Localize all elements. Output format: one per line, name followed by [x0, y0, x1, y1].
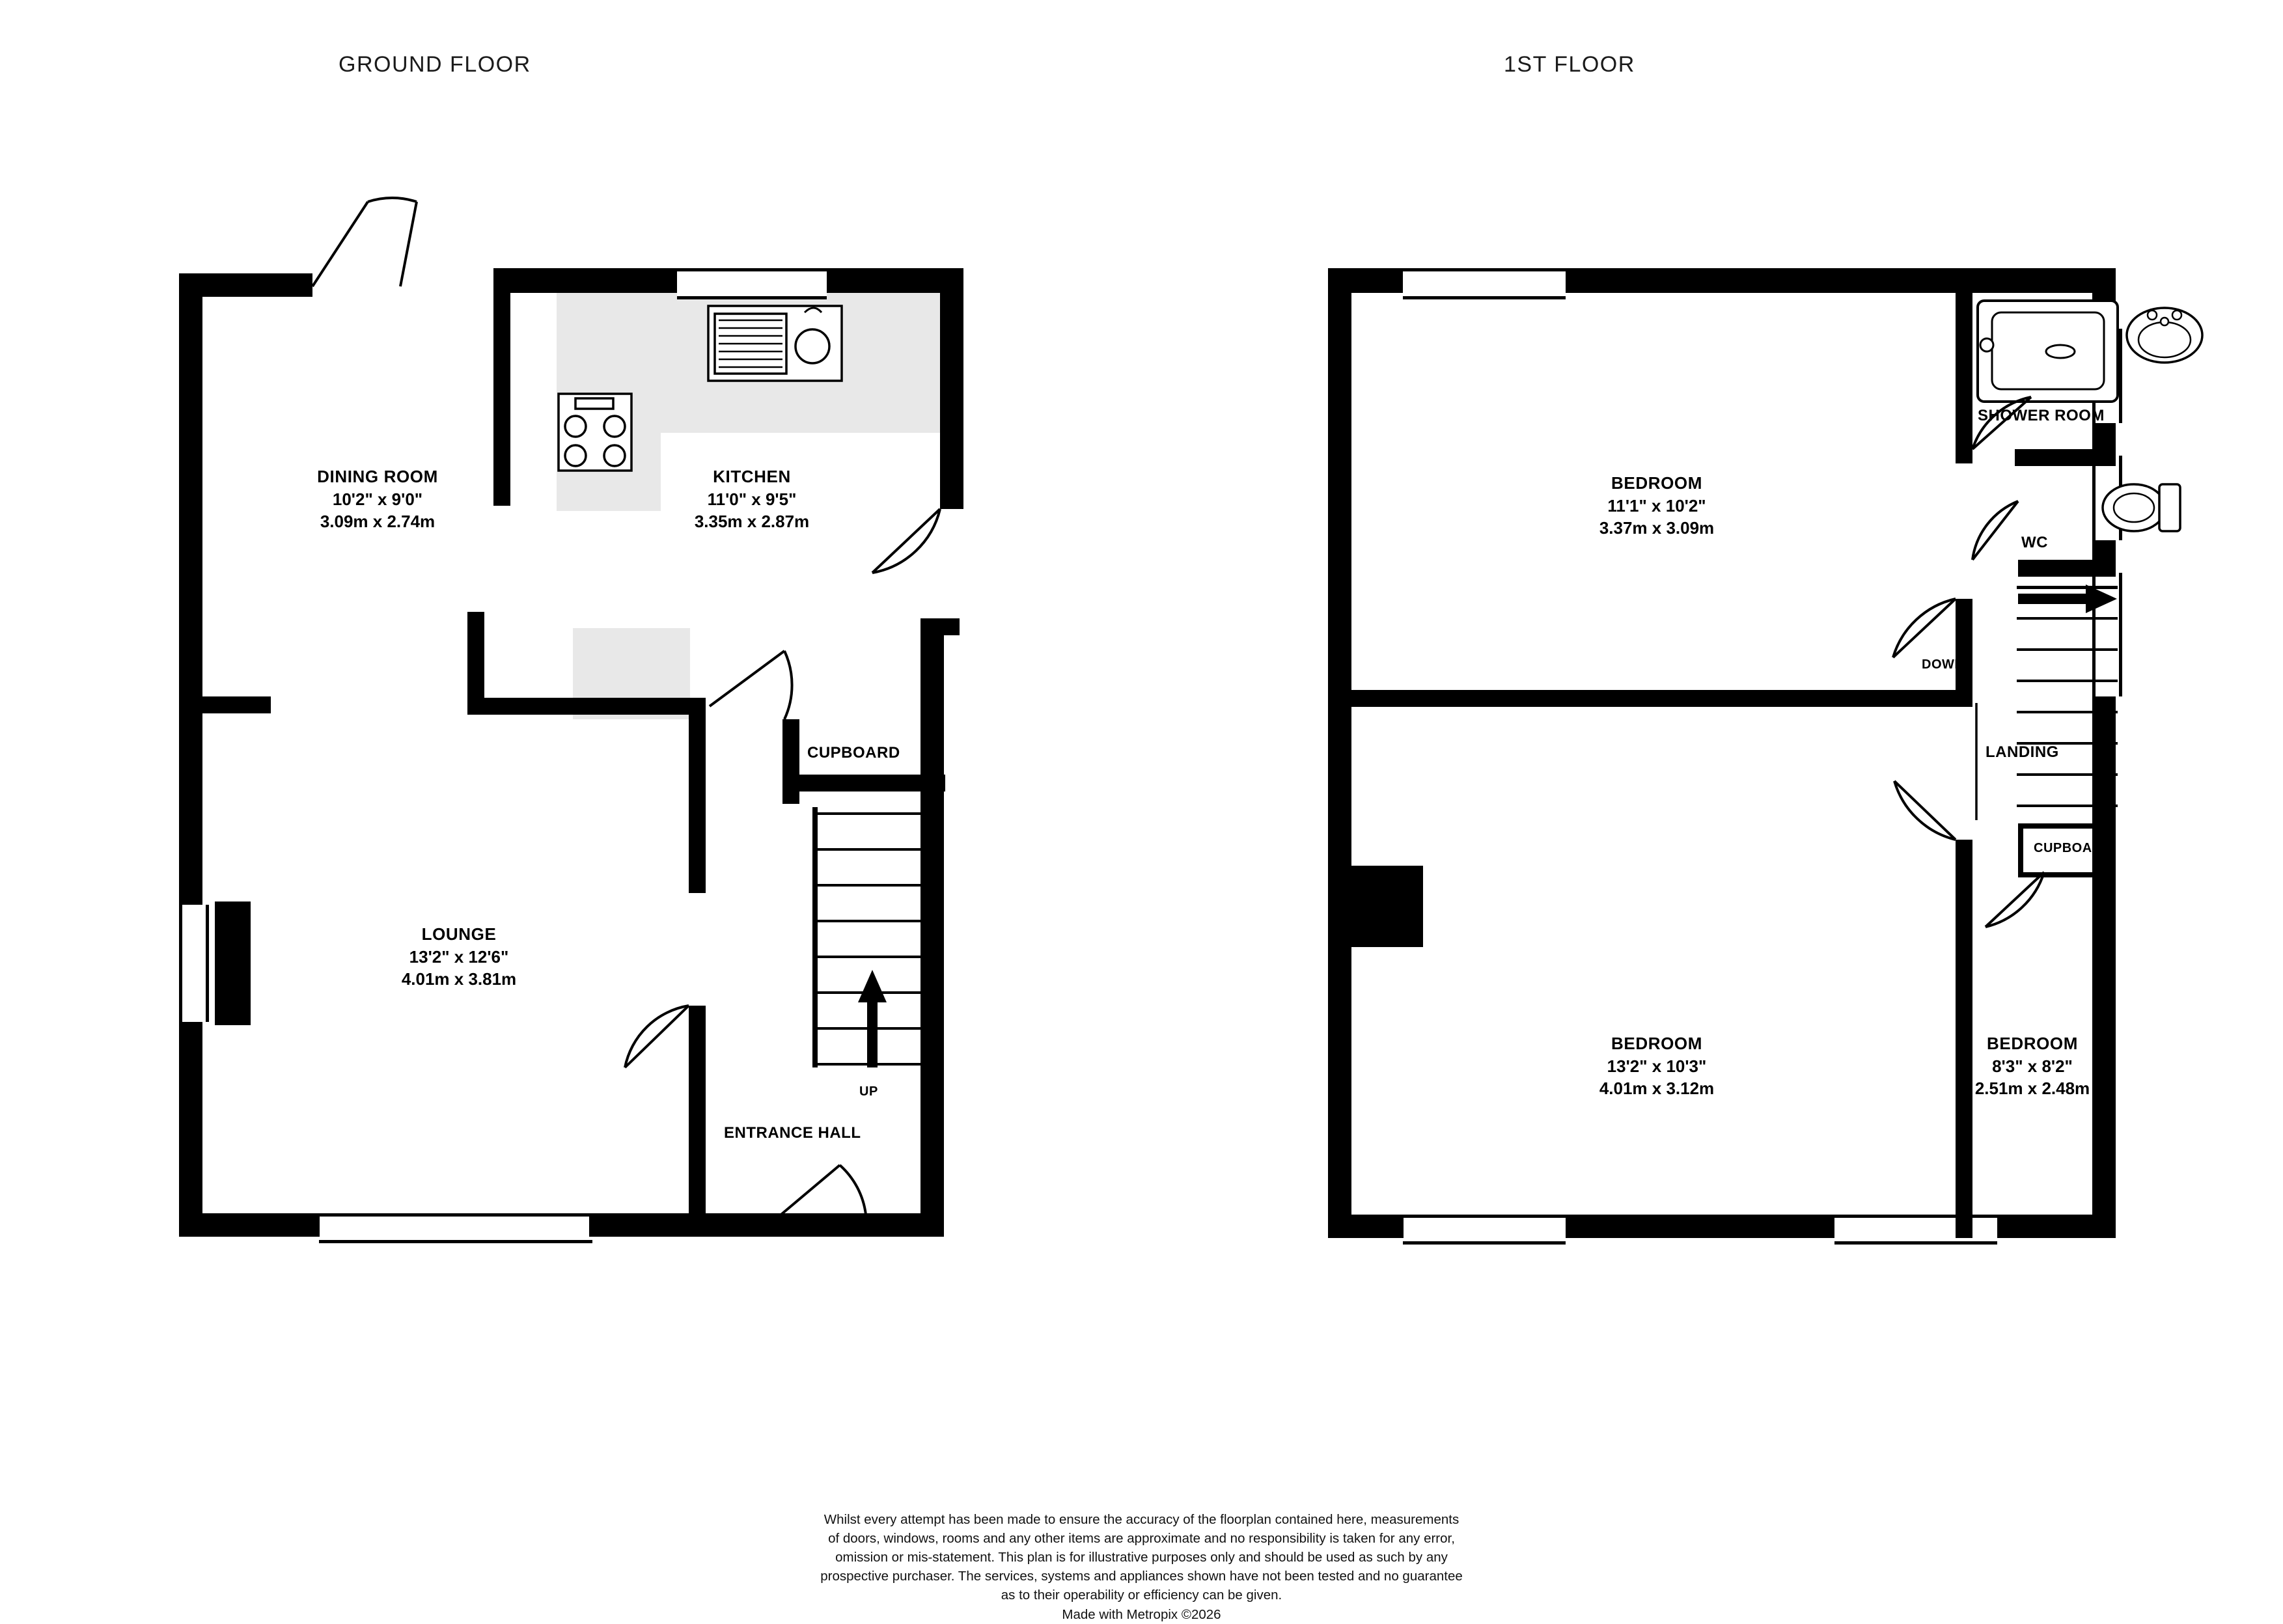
ground-floor-title: GROUND FLOOR: [339, 52, 531, 77]
exterior-wall-left: [179, 273, 202, 1237]
room-label-bedroom-3: BEDROOM 8'3" x 8'2" 2.51m x 2.48m: [1974, 1034, 2090, 1099]
internal-wall-cupboard-left: [2018, 823, 2023, 877]
window-lounge-bottom: [319, 1213, 592, 1243]
stair-step: [2017, 805, 2118, 807]
room-label-bedroom-2: BEDROOM 13'2" x 10'3" 4.01m x 3.12m: [1599, 1034, 1715, 1099]
stair-up-arrow: [858, 970, 887, 1067]
wall-pier-left: [202, 696, 271, 713]
exterior-wall-top-left: [179, 273, 312, 297]
window-bedroom2-bottom: [1403, 1215, 1566, 1245]
stair-step: [812, 956, 943, 958]
wall-pier-bottom-left: [202, 1213, 320, 1237]
stair-step: [2017, 773, 2118, 776]
room-label-cupboard: CUPBOARD: [2034, 841, 2112, 855]
stair-step: [812, 884, 943, 887]
internal-wall-cupboard-bottom: [782, 775, 945, 791]
internal-wall-kitchen-bottom: [920, 618, 960, 635]
room-label-wc: WC: [2021, 534, 2048, 551]
internal-wall-lounge-top: [467, 698, 705, 715]
stair-down-label: DOWN: [1922, 657, 1965, 672]
window-wc-right: [2092, 456, 2122, 540]
first-floor-plan: [1107, 0, 2278, 1302]
wall-pier-bottom-left: [1351, 1215, 1404, 1238]
disclaimer-line-3: omission or mis-statement. This plan is for illustrative purposes only and should be used as such by any: [835, 1550, 1448, 1565]
stair-step: [2017, 680, 2118, 682]
basin-icon: [2127, 308, 2202, 363]
chimney-breast-left: [1351, 866, 1423, 947]
room-label-lounge: LOUNGE 13'2" x 12'6" 4.01m x 3.81m: [401, 924, 517, 989]
window-lounge-left: [179, 905, 209, 1022]
internal-wall-bedroom1-right: [1956, 268, 1972, 463]
stair-step: [2017, 617, 2118, 620]
disclaimer-line-5: as to their operability or efficiency can be given.: [1001, 1588, 1282, 1603]
internal-wall-cupboard-top: [2018, 823, 2116, 829]
stair-step: [812, 991, 943, 994]
stair-step: [812, 1027, 943, 1030]
disclaimer-line-1: Whilst every attempt has been made to ensure the accuracy of the floorplan contained here, measurements: [823, 1512, 1460, 1527]
exterior-wall-right-lower: [920, 618, 944, 1237]
exterior-wall-right-upper: [940, 268, 963, 509]
internal-wall-shower-bottom: [2015, 449, 2116, 466]
internal-wall-hall-lower: [689, 1006, 706, 1227]
room-label-dining-room: DINING ROOM 10'2" x 9'0" 3.09m x 2.74m: [317, 467, 438, 532]
wall-pier-bottom-right: [775, 1213, 827, 1237]
internal-wall-bedroom1-right-lower: [1956, 599, 1972, 703]
window-bedroom3-bottom: [1834, 1215, 1997, 1245]
internal-wall-bedroom23-divider: [1956, 840, 1972, 1238]
disclaimer-line-2: of doors, windows, rooms and any other items are approximate and no responsibility is taken for any error,: [828, 1531, 1455, 1547]
stair-step: [812, 812, 943, 815]
window-bedroom1-top: [1403, 268, 1566, 299]
stair-step: [812, 848, 943, 851]
room-label-landing: LANDING: [1986, 743, 2059, 761]
stair-up-label: UP: [859, 1084, 878, 1099]
room-label-entrance-hall: ENTRANCE HALL: [724, 1124, 861, 1142]
first-floor-title: 1ST FLOOR: [1504, 52, 1635, 77]
window-kitchen-top: [677, 268, 827, 299]
wall-pier-bottom-mid: [589, 1213, 671, 1237]
ground-floor-plan: [0, 0, 1107, 1302]
exterior-wall-left: [1328, 268, 1351, 1238]
room-label-kitchen: KITCHEN 11'0" x 9'5" 3.35m x 2.87m: [694, 467, 810, 532]
internal-wall-bedroom1-bottom: [1351, 690, 1972, 707]
internal-wall-hall-left: [689, 698, 706, 893]
room-label-bedroom-1: BEDROOM 11'1" x 10'2" 3.37m x 3.09m: [1599, 473, 1715, 538]
room-label-shower-room: SHOWER ROOM: [1978, 407, 2105, 424]
internal-wall-wc-bottom: [2018, 560, 2116, 577]
disclaimer-text: [0, 1510, 2283, 1624]
metropix-credit: Made with Metropix ©2026: [1062, 1606, 1221, 1622]
kitchen-worktop-fill-2: [557, 277, 661, 511]
stair-step: [812, 920, 943, 922]
stair-step: [2017, 648, 2118, 651]
stair-step: [812, 1063, 943, 1066]
stair-outline-top: [2017, 586, 2118, 589]
chimney-breast-left: [215, 901, 251, 1025]
room-label-cupboard: CUPBOARD: [807, 744, 900, 762]
stair-step: [2017, 711, 2118, 713]
internal-wall-cupboard-bottom: [2018, 872, 2116, 877]
disclaimer-line-4: prospective purchaser. The services, systems and appliances shown have not been tested and no guarantee: [820, 1569, 1463, 1584]
window-landing-right: [2092, 573, 2122, 696]
internal-wall-dining-kitchen: [493, 268, 510, 506]
